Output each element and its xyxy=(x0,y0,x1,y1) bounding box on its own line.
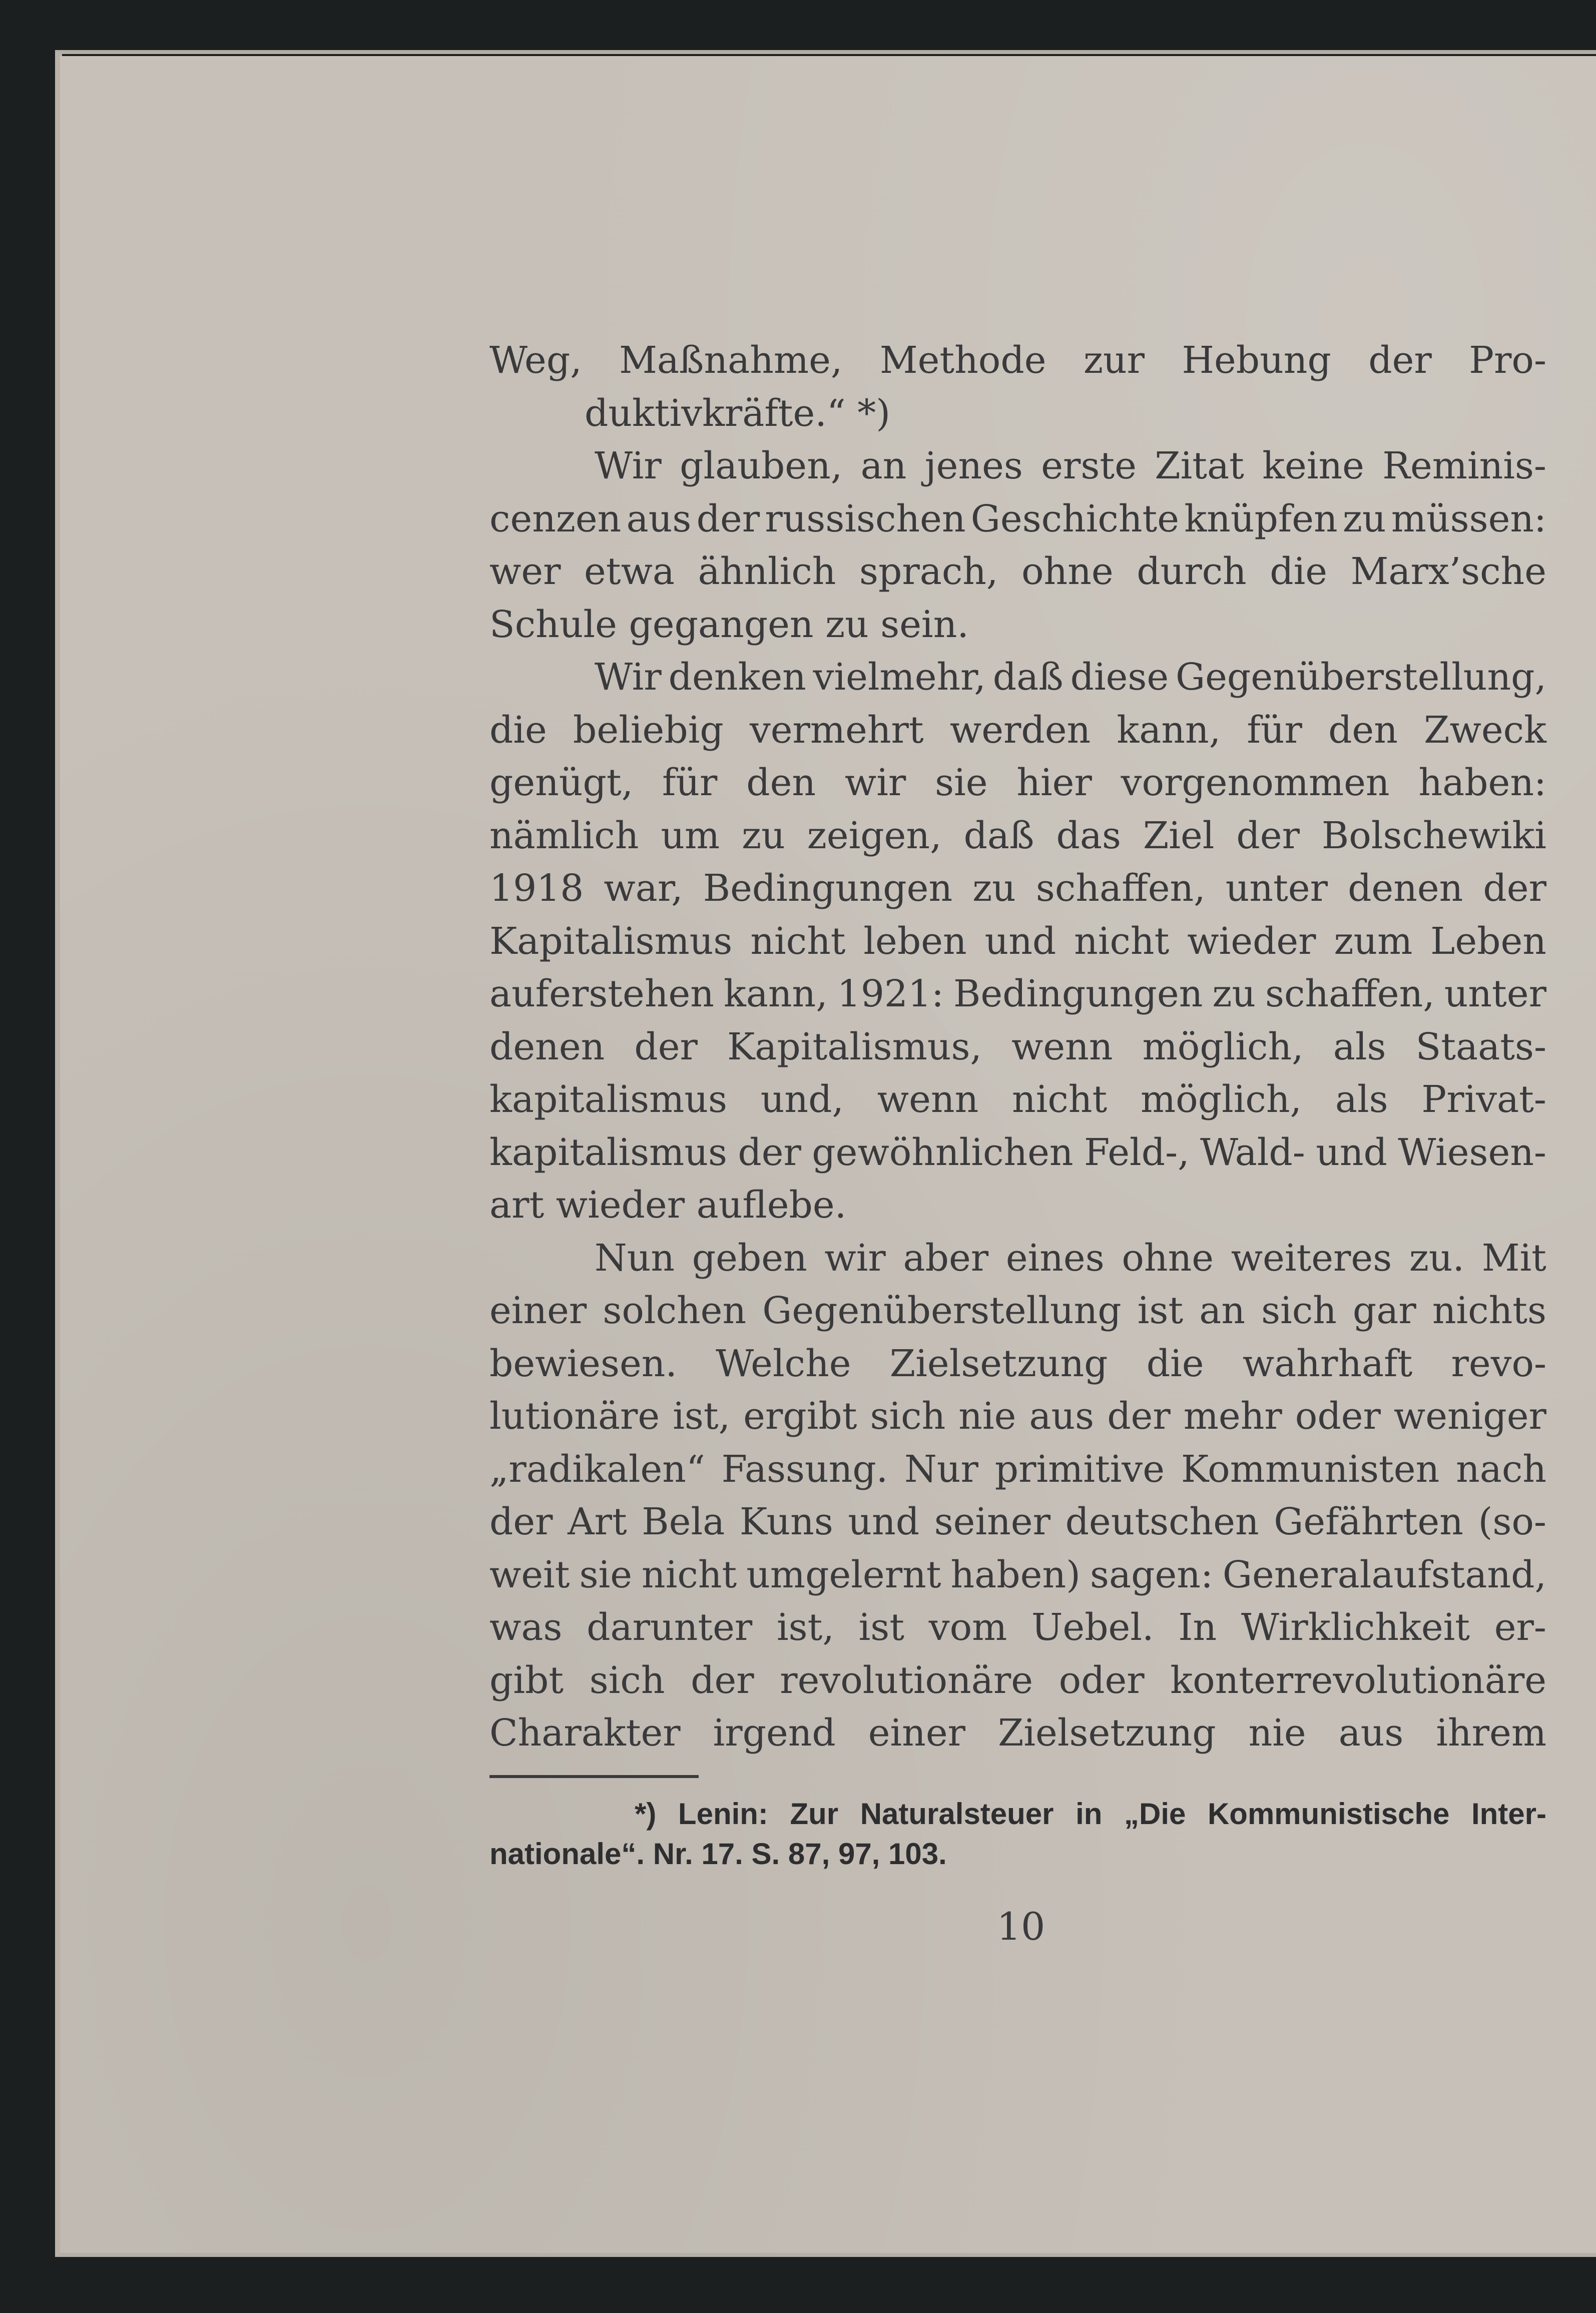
text-line xyxy=(489,493,1546,546)
word: deutschen xyxy=(1065,1500,1259,1543)
word: nie xyxy=(1248,1711,1306,1755)
word: weiteres xyxy=(1231,1236,1392,1280)
word: werden xyxy=(949,708,1091,752)
footnote-line-1 xyxy=(489,1794,1546,1834)
word: wenn xyxy=(1011,1025,1113,1068)
word: der xyxy=(1107,1395,1171,1438)
word: wenn xyxy=(877,1078,979,1121)
word: wahrhaft xyxy=(1242,1342,1413,1385)
footnote-word: Inter- xyxy=(1471,1797,1546,1831)
word: nicht xyxy=(1012,1078,1108,1121)
word: 1918 xyxy=(489,867,584,910)
word: sich xyxy=(870,1395,946,1438)
footnote-word: Lenin: xyxy=(678,1797,768,1831)
word: unter xyxy=(1225,867,1328,910)
word: Gegenüberstellung xyxy=(762,1289,1122,1332)
text-line xyxy=(489,1179,1546,1232)
word: Bela xyxy=(642,1500,725,1543)
word: eines xyxy=(1005,1236,1105,1280)
word: Bolschewiki xyxy=(1321,814,1546,857)
text-line xyxy=(489,862,1546,915)
word: nicht xyxy=(642,1553,737,1596)
word: Reminis- xyxy=(1382,444,1546,487)
word: Zweck xyxy=(1424,708,1546,752)
word: keine xyxy=(1262,444,1364,487)
word: zu xyxy=(1342,497,1386,540)
word: Gefährten xyxy=(1274,1500,1463,1543)
text-line xyxy=(489,599,1546,652)
footnote-word: in xyxy=(1076,1797,1103,1831)
word: Wald- xyxy=(1200,1130,1305,1174)
footnote-word: „Die xyxy=(1124,1797,1186,1831)
text-line xyxy=(489,1496,1546,1549)
word: aus xyxy=(1029,1395,1095,1438)
word: aus xyxy=(626,497,692,540)
footnote xyxy=(489,1794,1546,1874)
text-line xyxy=(489,387,1546,440)
word: knüpfen xyxy=(1184,497,1338,540)
word: die xyxy=(1270,550,1328,593)
word: denken xyxy=(668,656,806,699)
word: ähnlich xyxy=(698,550,836,593)
word: (so- xyxy=(1478,1500,1546,1543)
text-line xyxy=(489,704,1546,757)
footnote-line-2: nationale“. Nr. 17. S. 87, 97, 103. xyxy=(489,1837,947,1871)
word: „radikalen“ xyxy=(489,1447,705,1491)
word: revo- xyxy=(1451,1342,1546,1385)
word: sie xyxy=(579,1553,633,1596)
word: der xyxy=(1483,867,1546,910)
word: unter xyxy=(1444,972,1546,1015)
word: für xyxy=(662,761,718,804)
word: Gegenüberstellung, xyxy=(1176,656,1546,699)
word: etwa xyxy=(584,550,675,593)
word: gar xyxy=(1352,1289,1416,1332)
word: daß xyxy=(992,656,1063,699)
text-line xyxy=(489,1073,1546,1126)
word: oder xyxy=(1295,1395,1381,1438)
text-line xyxy=(489,1232,1546,1285)
body-text xyxy=(489,334,1546,1760)
word: Zitat xyxy=(1155,444,1244,487)
word: zu xyxy=(742,814,785,857)
word: umgelernt xyxy=(746,1553,941,1596)
word: Nur xyxy=(904,1447,978,1491)
word: lutionäre xyxy=(489,1395,660,1438)
word: weit xyxy=(489,1553,570,1596)
word: Marx’sche xyxy=(1350,550,1546,593)
word: Wir xyxy=(595,656,662,699)
word: Weg, xyxy=(489,339,582,382)
word: und xyxy=(848,1500,920,1543)
text-line xyxy=(489,1549,1546,1602)
word: art wieder auflebe. xyxy=(489,1184,847,1227)
word: ist xyxy=(858,1606,905,1649)
word: primitive xyxy=(994,1447,1165,1491)
word: den xyxy=(1328,708,1398,752)
word: Leben xyxy=(1430,919,1546,963)
word: der xyxy=(691,1658,754,1702)
word: russischen xyxy=(765,497,966,540)
word: ohne xyxy=(1122,1236,1214,1280)
word: Hebung xyxy=(1182,339,1331,382)
word: ihrem xyxy=(1436,1711,1546,1755)
word: gibt xyxy=(489,1658,564,1702)
word: haben: xyxy=(1418,761,1546,804)
word: leben xyxy=(863,919,967,963)
text-line xyxy=(489,1285,1546,1338)
word: für xyxy=(1247,708,1302,752)
word: denen xyxy=(1348,867,1463,910)
word: ist, xyxy=(777,1606,834,1649)
page-number: 10 xyxy=(996,1904,1045,1949)
word: und xyxy=(1316,1130,1387,1174)
word: schaffen, xyxy=(1035,867,1206,910)
word: gewöhnlichen xyxy=(812,1130,1074,1174)
text-line xyxy=(489,1338,1546,1391)
word: duktivkräfte.“ *) xyxy=(585,391,891,435)
word: Kapitalismus xyxy=(489,919,733,963)
word: Kuns xyxy=(739,1500,833,1543)
word: kann, xyxy=(723,972,828,1015)
word: schaffen, xyxy=(1265,972,1435,1015)
footnote-rule xyxy=(489,1775,699,1778)
word: nicht xyxy=(1074,919,1170,963)
word: oder xyxy=(1058,1658,1145,1702)
word: der xyxy=(1368,339,1432,382)
word: aus xyxy=(1338,1711,1404,1755)
word: die xyxy=(489,708,547,752)
word: cenzen xyxy=(489,497,622,540)
word: Feld-, xyxy=(1084,1130,1190,1174)
word: vielmehr, xyxy=(813,656,986,699)
word: Geschichte xyxy=(970,497,1180,540)
word: ohne xyxy=(1021,550,1114,593)
text-line xyxy=(489,545,1546,599)
text-line xyxy=(489,1601,1546,1654)
word: nämlich xyxy=(489,814,639,857)
word: sich xyxy=(1261,1289,1337,1332)
word: nach xyxy=(1456,1447,1546,1491)
word: Maßnahme, xyxy=(619,339,843,382)
word: ist xyxy=(1137,1289,1184,1332)
footnote-word: Kommunistische xyxy=(1207,1797,1450,1831)
word: diese xyxy=(1070,656,1169,699)
word: Charakter xyxy=(489,1711,681,1755)
word: möglich, xyxy=(1142,1025,1304,1068)
word: Pro- xyxy=(1469,339,1546,382)
word: als xyxy=(1333,1025,1386,1068)
word: wir xyxy=(844,761,906,804)
word: um xyxy=(661,814,720,857)
word: wir xyxy=(824,1236,886,1280)
word: darunter xyxy=(587,1606,753,1649)
word: konterrevolutionäre xyxy=(1170,1658,1546,1702)
word: kapitalismus xyxy=(489,1078,727,1121)
word: die xyxy=(1146,1342,1204,1385)
word: auferstehen xyxy=(489,972,714,1015)
word: Zielsetzung xyxy=(889,1342,1108,1385)
word: vom xyxy=(928,1606,1007,1649)
word: er- xyxy=(1494,1606,1546,1649)
word: Kapitalismus, xyxy=(727,1025,982,1068)
word: mehr xyxy=(1183,1395,1282,1438)
footnote-word: Naturalsteuer xyxy=(860,1797,1054,1831)
word: Uebel. xyxy=(1031,1606,1154,1649)
word: zum xyxy=(1334,919,1413,963)
word: ist, xyxy=(673,1395,731,1438)
word: Welche xyxy=(716,1342,851,1385)
word: Art xyxy=(568,1500,627,1543)
word: den xyxy=(746,761,816,804)
word: Mit xyxy=(1481,1236,1546,1280)
word: Kommunisten xyxy=(1181,1447,1440,1491)
footnote-word: *) xyxy=(635,1797,657,1831)
word: sprach, xyxy=(859,550,998,593)
text-line xyxy=(489,1654,1546,1707)
word: zeigen, xyxy=(807,814,942,857)
word: möglich, xyxy=(1141,1078,1302,1121)
word: seiner xyxy=(934,1500,1050,1543)
word: glauben, xyxy=(680,444,843,487)
word: Bedingungen xyxy=(703,867,953,910)
word: erste xyxy=(1041,444,1137,487)
text-line xyxy=(489,1126,1546,1180)
word: der xyxy=(634,1025,698,1068)
word: und, xyxy=(760,1078,844,1121)
word: was xyxy=(489,1606,563,1649)
word: Bedingungen xyxy=(953,972,1203,1015)
word: Methode xyxy=(879,339,1046,382)
word: Ziel xyxy=(1143,814,1215,857)
word: Wirklichkeit xyxy=(1241,1606,1470,1649)
text-line xyxy=(489,915,1546,968)
word: und xyxy=(984,919,1056,963)
word: sie xyxy=(935,761,988,804)
word: beliebig xyxy=(573,708,724,752)
text-line xyxy=(489,968,1546,1021)
word: kann, xyxy=(1117,708,1221,752)
word: nie xyxy=(958,1395,1016,1438)
word: hier xyxy=(1016,761,1092,804)
text-line xyxy=(489,1021,1546,1074)
word: einer xyxy=(489,1289,587,1332)
word: der xyxy=(1236,814,1300,857)
word: Fassung. xyxy=(721,1447,888,1491)
word: vermehrt xyxy=(749,708,924,752)
word: zu. xyxy=(1409,1236,1465,1280)
word: 1921: xyxy=(837,972,944,1015)
word: Schule gegangen zu sein. xyxy=(489,603,969,646)
word: der xyxy=(738,1130,801,1174)
word: ergibt xyxy=(743,1395,857,1438)
text-line xyxy=(489,334,1546,387)
word: bewiesen. xyxy=(489,1342,677,1385)
text-line xyxy=(489,1707,1546,1760)
word: als xyxy=(1335,1078,1388,1121)
word: wer xyxy=(489,550,561,593)
word: zu xyxy=(1212,972,1256,1015)
word: Wir xyxy=(595,444,662,487)
word: der xyxy=(696,497,760,540)
word: Wiesen- xyxy=(1398,1130,1546,1174)
text-line xyxy=(489,651,1546,704)
word: einer xyxy=(868,1711,966,1755)
word: solchen xyxy=(603,1289,747,1332)
text-line xyxy=(489,1443,1546,1496)
word: daß xyxy=(963,814,1034,857)
word: Nun xyxy=(595,1236,675,1280)
word: sagen: xyxy=(1090,1553,1213,1596)
word: genügt, xyxy=(489,761,634,804)
word: wieder xyxy=(1187,919,1316,963)
word: war, xyxy=(604,867,683,910)
text-line xyxy=(489,757,1546,810)
word: der xyxy=(489,1500,553,1543)
footnote-word: Zur xyxy=(790,1797,839,1831)
word: nichts xyxy=(1432,1289,1546,1332)
word: Staats- xyxy=(1415,1025,1546,1068)
word: durch xyxy=(1137,550,1247,593)
word: Zielsetzung xyxy=(997,1711,1216,1755)
word: das xyxy=(1056,814,1121,857)
word: geben xyxy=(692,1236,807,1280)
word: weniger xyxy=(1393,1395,1546,1438)
word: irgend xyxy=(713,1711,836,1755)
word: sich xyxy=(589,1658,665,1702)
word: an xyxy=(1199,1289,1245,1332)
text-line xyxy=(489,1390,1546,1443)
word: nicht xyxy=(750,919,846,963)
word: müssen: xyxy=(1391,497,1546,540)
word: revolutionäre xyxy=(780,1658,1033,1702)
word: zur xyxy=(1083,339,1145,382)
text-line xyxy=(489,810,1546,863)
word: jenes xyxy=(924,444,1023,487)
word: vorgenommen xyxy=(1121,761,1390,804)
word: denen xyxy=(489,1025,605,1068)
word: In xyxy=(1178,1606,1217,1649)
word: aber xyxy=(903,1236,989,1280)
word: zu xyxy=(972,867,1016,910)
word: an xyxy=(860,444,907,487)
word: Privat- xyxy=(1421,1078,1546,1121)
word: haben) xyxy=(950,1553,1081,1596)
word: Generalaufstand, xyxy=(1222,1553,1546,1596)
word: kapitalismus xyxy=(489,1130,727,1174)
text-line xyxy=(489,440,1546,493)
